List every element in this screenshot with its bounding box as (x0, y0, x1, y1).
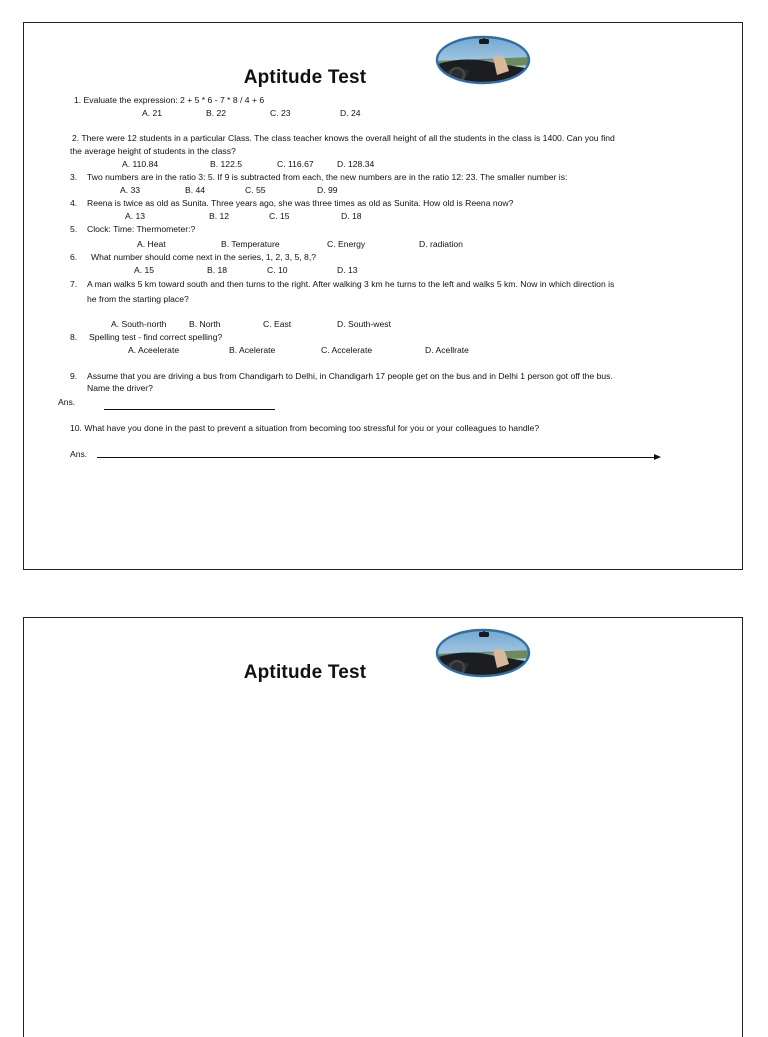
question-8-option-d: D. Acellrate (425, 345, 469, 355)
question-2-option-d: D. 128.34 (337, 159, 375, 169)
question-2-option-c: C. 116.67 (277, 159, 314, 169)
question-8-option-b: B. Acelerate (229, 345, 276, 355)
question-3-number: 3. (70, 172, 78, 182)
question-1-option-c: C. 23 (270, 108, 291, 118)
question-5-option-b: B. Temperature (221, 239, 280, 249)
page-title: Aptitude Test (243, 67, 367, 88)
question-9-answer-line[interactable] (104, 409, 275, 410)
question-6-option-c: C. 10 (267, 265, 288, 275)
question-8-text: Spelling test - find correct spelling? (89, 332, 223, 342)
page-title: Aptitude Test (243, 662, 367, 683)
question-6-option-b: B. 18 (207, 265, 228, 275)
question-4-option-d: D. 18 (341, 211, 362, 221)
question-4-number: 4. (70, 198, 78, 208)
question-2-line-2: the average height of students in the class? (70, 146, 236, 156)
question-3-option-c: C. 55 (245, 185, 266, 195)
question-9-answer-label: Ans. (58, 397, 76, 407)
question-7-line-1: A man walks 5 km toward south and then turns to the right. After walking 3 km he turns to the left and walks 5 km. Now in which direction is (87, 279, 615, 289)
question-3-option-a: A. 33 (120, 185, 141, 195)
document-page-1 (23, 22, 743, 570)
question-2-option-a: A. 110.84 (122, 159, 159, 169)
question-6-option-a: A. 15 (134, 265, 155, 275)
question-3-option-d: D. 99 (317, 185, 338, 195)
question-9-line-2: Name the driver? (87, 383, 153, 393)
question-1-text: 1. Evaluate the expression: 2 + 5 * 6 - 7 * 8 / 4 + 6 (74, 95, 265, 105)
question-7-number: 7. (70, 279, 78, 289)
question-7-option-c: C. East (263, 319, 292, 329)
question-3-text: Two numbers are in the ratio 3: 5. If 9 is subtracted from each, the new numbers are in the ratio 12: 23. The smaller number is: (87, 172, 568, 182)
question-10-text: 10. What have you done in the past to prevent a situation from becoming too stressful for you or your colleagues to handle? (70, 423, 540, 433)
question-2-option-b: B. 122.5 (210, 159, 243, 169)
question-5-option-a: A. Heat (137, 239, 166, 249)
question-1-option-b: B. 22 (206, 108, 227, 118)
question-2-line-1: 2. There were 12 students in a particular Class. The class teacher knows the overall height of all the students in the class is 1400. Can you find (72, 133, 615, 143)
question-6-text: What number should come next in the series, 1, 2, 3, 5, 8,? (91, 252, 316, 262)
question-1-option-d: D. 24 (340, 108, 361, 118)
question-6-number: 6. (70, 252, 78, 262)
question-5-option-d: D. radiation (419, 239, 463, 249)
question-8-option-a: A. Aceelerate (128, 345, 180, 355)
answer-arrow-icon (654, 454, 661, 460)
question-9-number: 9. (70, 371, 78, 381)
question-5-number: 5. (70, 224, 78, 234)
question-8-number: 8. (70, 332, 78, 342)
question-4-option-b: B. 12 (209, 211, 230, 221)
question-10-answer-line[interactable] (97, 457, 657, 458)
question-1-option-a: A. 21 (142, 108, 163, 118)
question-7-option-b: B. North (189, 319, 221, 329)
question-5-text: Clock: Time: Thermometer:? (87, 224, 196, 234)
question-7-option-d: D. South-west (337, 319, 391, 329)
question-4-option-a: A. 13 (125, 211, 146, 221)
question-3-option-b: B. 44 (185, 185, 206, 195)
document-page-2 (23, 617, 743, 1037)
question-9-line-1: Assume that you are driving a bus from Chandigarh to Delhi, in Chandigarh 17 people get on the bus and in Delhi 1 person got off the bus. (87, 371, 613, 381)
question-4-text: Reena is twice as old as Sunita. Three years ago, she was three times as old as Sunita. How old is Reena now? (87, 198, 514, 208)
question-10-answer-label: Ans. (70, 449, 88, 459)
question-5-option-c: C. Energy (327, 239, 366, 249)
question-4-option-c: C. 15 (269, 211, 290, 221)
question-8-option-c: C. Accelerate (321, 345, 373, 355)
question-7-line-2: he from the starting place? (87, 294, 189, 304)
question-7-option-a: A. South-north (111, 319, 167, 329)
question-6-option-d: D. 13 (337, 265, 358, 275)
